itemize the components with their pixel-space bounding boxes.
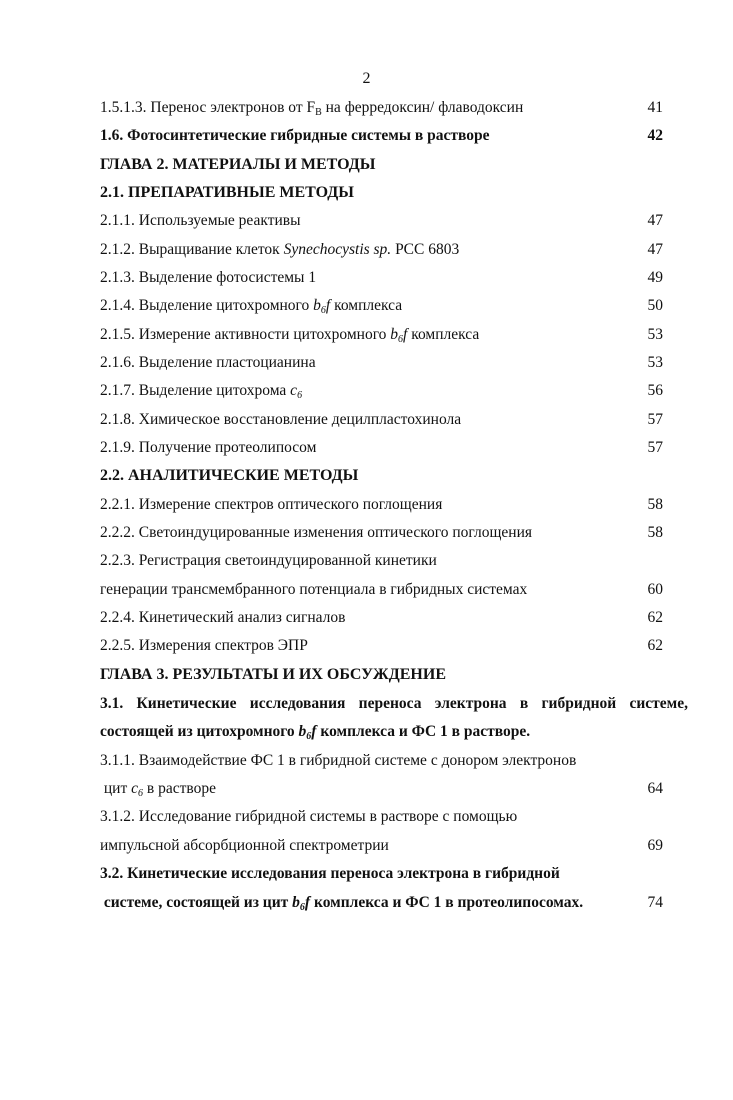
toc-page-number: 56 (647, 382, 663, 399)
toc-page-number: 42 (647, 127, 663, 144)
toc-page-number: 41 (647, 99, 663, 116)
toc-entry: 2.2.4. Кинетический анализ сигналов 62 (100, 607, 663, 629)
toc-section-heading: 3.1. Кинетические исследования переноса электрона в гибридной системе, (100, 695, 688, 712)
toc-section-heading: 3.2. Кинетические исследования переноса электрона в гибридной (100, 865, 560, 882)
toc-entry: 2.2.3. Регистрация светоиндуцированной кинетики (100, 552, 437, 569)
toc-section-heading: 2.2. АНАЛИТИЧЕСКИЕ МЕТОДЫ (100, 467, 359, 484)
toc-entry: 2.1.3. Выделение фотосистемы 1 49 (100, 267, 663, 289)
toc-section-heading: 2.1. ПРЕПАРАТИВНЫЕ МЕТОДЫ (100, 184, 354, 201)
toc-page-number: 64 (647, 780, 663, 797)
toc-entry: 2.2.5. Измерения спектров ЭПР 62 (100, 635, 663, 657)
toc-entry: 3.1.1. Взаимодействие ФС 1 в гибридной системе с донором электронов (100, 752, 577, 769)
toc-page-number: 57 (647, 411, 663, 428)
toc-entry: 1.5.1.3. Перенос электронов от $F_B$ на ферредоксин/ флаводоксин 41 (100, 99, 663, 118)
toc-page-number: 74 (647, 894, 663, 911)
toc-entry: 2.1.9. Получение протеолипосом 57 (100, 437, 663, 459)
toc-page-number: 49 (647, 269, 663, 286)
toc-page-number: 58 (647, 524, 663, 541)
toc-entry: 2.1.4. Выделение цитохромного $b_6f$ комплекса 50 (100, 297, 663, 316)
page-number: 2 (362, 70, 371, 87)
toc-page-number: 50 (647, 297, 663, 314)
toc-entry: импульсной абсорбционной спектрометрии 69 (100, 835, 663, 857)
toc-page-number: 53 (647, 326, 663, 343)
toc-page-number: 53 (647, 354, 663, 371)
toc-page-number: 57 (647, 439, 663, 456)
toc-chapter-heading: ГЛАВА 2. МАТЕРИАЛЫ И МЕТОДЫ (100, 156, 376, 173)
toc-entry: 2.1.1. Используемые реактивы 47 (100, 210, 663, 232)
toc-section-heading: системе, состоящей из цит $b_6f$ комплекса и ФС 1 в протеолипосомах. 74 (100, 894, 663, 913)
toc-entry: 2.2.2. Светоиндуцированные изменения оптического поглощения 58 (100, 522, 663, 544)
toc-entry: 2.1.8. Химическое восстановление децилпластохинола 57 (100, 409, 663, 431)
toc-page-number: 47 (647, 212, 663, 229)
toc-entry: 2.1.6. Выделение пластоцианина 53 (100, 352, 663, 374)
toc-entry: 2.1.2. Выращивание клеток Synechocystis sp. PCC 6803 47 (100, 239, 663, 261)
toc-entry: 3.1.2. Исследование гибридной системы в растворе с помощью (100, 808, 518, 825)
toc-page-number: 60 (647, 581, 663, 598)
toc-entry: 2.2.1. Измерение спектров оптического поглощения 58 (100, 494, 663, 516)
toc-entry: 2.1.7. Выделение цитохрома $c_6$ 56 (100, 382, 663, 401)
toc-chapter-heading: ГЛАВА 3. РЕЗУЛЬТАТЫ И ИХ ОБСУЖДЕНИЕ (100, 666, 446, 683)
toc-section-heading: состоящей из цитохромного $b_6f$ комплекса и ФС 1 в растворе. (100, 723, 531, 742)
toc-page-number: 58 (647, 496, 663, 513)
toc-page-number: 69 (647, 837, 663, 854)
toc-page-number: 62 (647, 609, 663, 626)
toc-entry: генерации трансмембранного потенциала в гибридных системах 60 (100, 579, 663, 601)
toc-entry: 1.6. Фотосинтетические гибридные системы в растворе 42 (100, 125, 663, 147)
toc-entry: цит $c_6$ в растворе 64 (100, 780, 663, 799)
toc-page-number: 62 (647, 637, 663, 654)
toc-entry: 2.1.5. Измерение активности цитохромного $b_6f$ комплекса 53 (100, 326, 663, 345)
toc-page-number: 47 (647, 241, 663, 258)
